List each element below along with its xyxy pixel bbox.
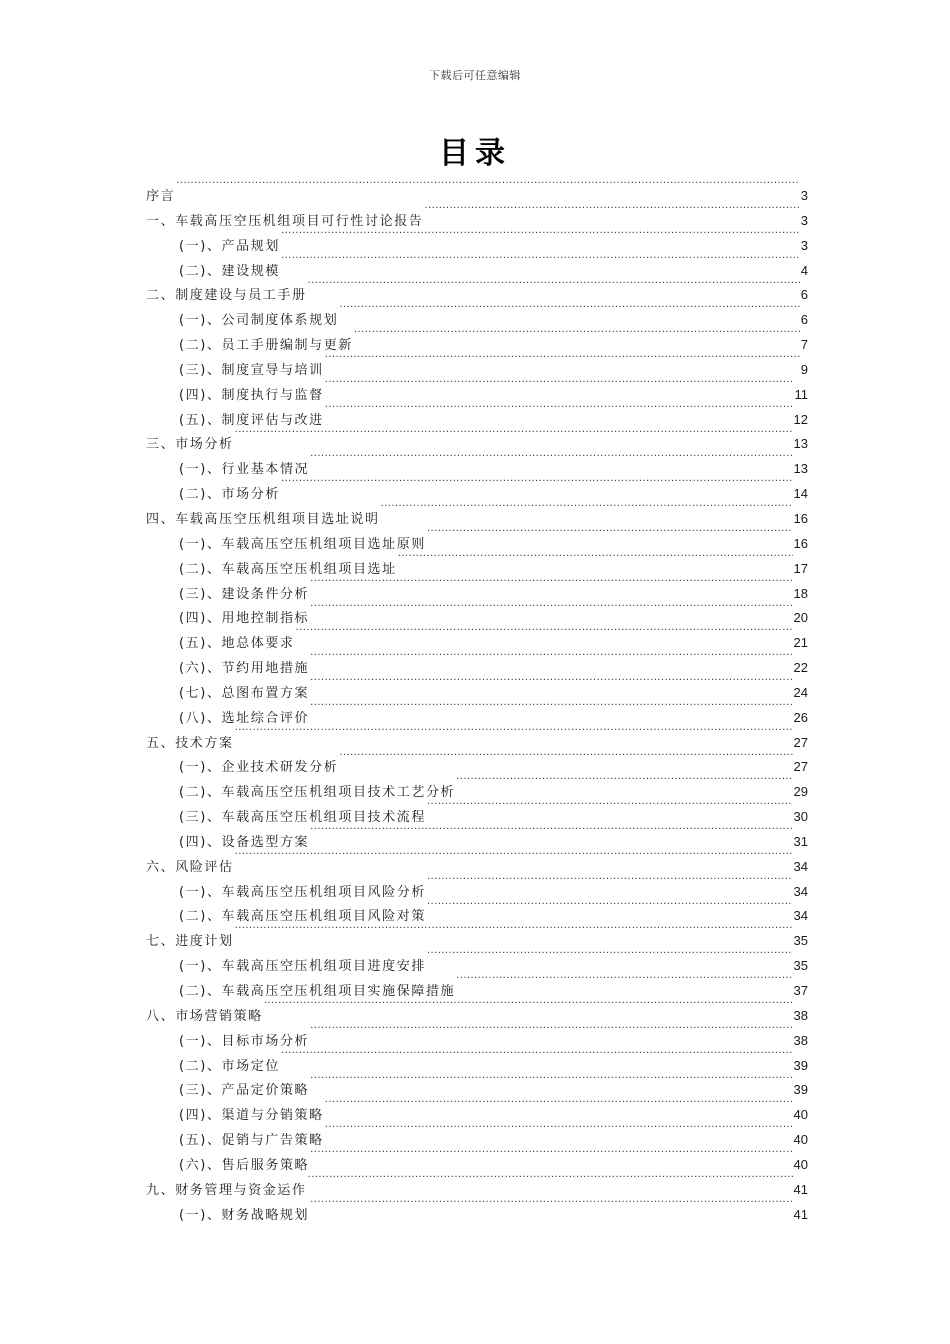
toc-entry[interactable] <box>146 201 808 229</box>
toc-entry-page-number: 38 <box>793 1007 808 1023</box>
toc-entry-page-number: 16 <box>793 535 808 551</box>
toc-dot-leader <box>325 350 800 374</box>
toc-entry-page-number: 3 <box>800 212 808 228</box>
header-note: 下载后可任意编辑 <box>429 69 521 82</box>
toc-entry[interactable] <box>146 449 808 478</box>
toc-entry-page-number: 6 <box>800 287 808 303</box>
toc-entry-label: 七、进度计划 <box>146 934 234 950</box>
toc-entry-label: 序言 <box>146 189 176 204</box>
toc-entry-label: (四)、渠道与分销策略 <box>179 1108 324 1124</box>
toc-entry-page-number: 13 <box>793 461 808 477</box>
toc-entry-label: 三、市场分析 <box>146 437 234 453</box>
toc-entry-label: (七)、总图布置方案 <box>179 685 310 701</box>
toc-entry-page-number: 16 <box>793 510 808 526</box>
toc-dot-leader <box>310 1145 792 1169</box>
toc-dot-leader <box>281 474 793 498</box>
toc-entry-label: (四)、设备选型方案 <box>179 834 310 850</box>
toc-dot-leader <box>381 499 793 523</box>
toc-dot-leader <box>427 946 793 970</box>
toc-dot-leader <box>176 176 800 200</box>
toc-entry-label: 九、财务管理与资金运作 <box>146 1182 307 1198</box>
toc-entry-label: (二)、车载高压空压机组项目技术工艺分析 <box>179 785 456 801</box>
toc-entry-label: (二)、车载高压空压机组项目选址 <box>179 561 397 577</box>
toc-entry-page-number: 3 <box>800 188 808 203</box>
toc-entry-label: (一)、车载高压空压机组项目风险分析 <box>179 884 426 900</box>
toc-entry-label: (五)、地总体要求 <box>179 636 295 652</box>
toc-entry-page-number: 40 <box>793 1107 808 1123</box>
toc-entry-page-number: 27 <box>793 759 808 775</box>
toc-dot-leader <box>325 400 793 424</box>
toc-entry-label: (三)、建设条件分析 <box>179 586 310 602</box>
toc-dot-leader <box>296 623 793 647</box>
toc-dot-leader <box>308 275 800 299</box>
toc-entry-page-number: 18 <box>793 585 808 601</box>
toc-entry-page-number: 39 <box>793 1082 808 1098</box>
toc-entry-label: (三)、车载高压空压机组项目技术流程 <box>179 810 426 826</box>
toc-entry-label: (二)、车载高压空压机组项目实施保障措施 <box>179 984 456 999</box>
toc-dot-leader <box>235 847 793 871</box>
toc-entry[interactable] <box>146 424 808 453</box>
toc-entry-page-number: 30 <box>793 809 808 825</box>
toc-dot-leader <box>339 300 799 324</box>
toc-dot-leader <box>310 698 792 722</box>
toc-entry[interactable] <box>146 946 808 975</box>
toc-entry[interactable] <box>146 847 808 875</box>
toc-entry-label: (六)、售后服务策略 <box>179 1157 310 1173</box>
toc-entry-page-number: 34 <box>793 883 808 899</box>
toc-dot-leader <box>424 201 799 225</box>
toc-entry-page-number: 13 <box>793 436 808 452</box>
toc-entry-page-number: 4 <box>800 262 808 278</box>
toc-entry-label: (八)、选址综合评价 <box>179 710 310 726</box>
toc-dot-leader <box>310 648 792 672</box>
toc-entry-label: (四)、用地控制指标 <box>179 611 310 627</box>
toc-entry-page-number: 40 <box>793 1156 808 1172</box>
toc-dot-leader <box>310 673 792 697</box>
toc-dot-leader <box>281 226 800 250</box>
toc-entry-page-number: 41 <box>793 1206 808 1222</box>
toc-entry-label: 八、市场营销策略 <box>146 1008 263 1024</box>
toc-entry-label: (一)、产品规划 <box>179 238 280 254</box>
toc-entry-page-number: 31 <box>793 833 808 849</box>
toc-dot-leader <box>310 1070 792 1094</box>
toc-entry-page-number: 37 <box>793 983 808 998</box>
toc-entry-label: (四)、制度执行与监督 <box>179 387 324 403</box>
toc-entry-page-number: 29 <box>793 784 808 800</box>
toc-entry-page-number: 41 <box>793 1181 808 1197</box>
toc-entry-label: (一)、企业技术研发分析 <box>179 760 339 776</box>
page-title: 目录 <box>439 136 511 171</box>
toc-entry-page-number: 20 <box>793 610 808 626</box>
toc-dot-leader <box>325 375 794 399</box>
toc-dot-leader <box>427 524 793 548</box>
toc-dot-leader <box>235 424 793 448</box>
toc-entry-label: (二)、建设规模 <box>179 263 280 279</box>
toc-entry-page-number: 39 <box>793 1057 808 1073</box>
toc-dot-leader <box>310 574 792 598</box>
toc-entry-label: (五)、促销与广告策略 <box>179 1133 324 1149</box>
toc-dot-leader <box>325 1120 793 1144</box>
toc-dot-leader <box>264 996 793 1020</box>
toc-entry-label: 一、车载高压空压机组项目可行性讨论报告 <box>146 213 424 229</box>
toc-entry-page-number: 7 <box>800 337 808 353</box>
toc-dot-leader <box>310 598 792 622</box>
toc-entry-page-number: 27 <box>793 734 808 750</box>
toc-entry-label: 二、制度建设与员工手册 <box>146 288 307 304</box>
toc-entry-page-number: 21 <box>793 635 808 651</box>
toc-entry-label: (一)、车载高压空压机组项目进度安排 <box>179 959 426 975</box>
toc-entry-label: (二)、员工手册编制与更新 <box>179 338 353 354</box>
toc-entry-label: (一)、目标市场分析 <box>179 1033 310 1049</box>
toc-dot-leader <box>339 747 792 771</box>
toc-entry[interactable] <box>146 176 808 204</box>
toc-entry-label: (五)、制度评估与改进 <box>179 412 324 428</box>
toc-entry-label: (六)、节约用地措施 <box>179 661 310 677</box>
toc-dot-leader <box>456 971 792 995</box>
toc-dot-leader <box>427 896 793 920</box>
toc-entry[interactable] <box>146 747 808 776</box>
toc-entry-label: (一)、财务战略规划 <box>179 1207 310 1223</box>
toc-dot-leader <box>325 1095 793 1119</box>
toc-entry-page-number: 34 <box>793 908 808 924</box>
toc-entry-page-number: 26 <box>793 709 808 725</box>
toc-entry-label: 四、车载高压空压机组项目选址说明 <box>146 511 380 527</box>
toc-dot-leader <box>310 822 792 846</box>
toc-entry-label: 五、技术方案 <box>146 735 234 751</box>
toc-dot-leader <box>427 872 793 896</box>
toc-entry-label: (一)、公司制度体系规划 <box>179 313 339 329</box>
toc-entry[interactable] <box>146 872 808 900</box>
toc-entry-label: (三)、产品定价策略 <box>179 1083 310 1099</box>
toc-entry-label: 六、风险评估 <box>146 859 234 875</box>
toc-entry-label: (二)、市场定位 <box>179 1058 280 1074</box>
toc-entry-label: (三)、制度宣导与培训 <box>179 362 324 378</box>
toc-entry[interactable] <box>146 723 808 751</box>
toc-dot-leader <box>398 549 793 573</box>
toc-entry[interactable] <box>146 921 808 950</box>
toc-entry-page-number: 17 <box>793 560 808 576</box>
toc-dot-leader <box>354 325 800 349</box>
toc-entry-page-number: 11 <box>794 386 808 402</box>
toc-entry-label: (一)、车载高压空压机组项目选址原则 <box>179 536 426 552</box>
toc-dot-leader <box>310 1195 792 1219</box>
toc-dot-leader <box>310 449 792 473</box>
table-of-contents <box>146 176 808 1223</box>
toc-entry-label: (一)、行业基本情况 <box>179 462 310 478</box>
toc-dot-leader <box>281 251 800 275</box>
toc-entry-page-number: 38 <box>793 1032 808 1048</box>
toc-dot-leader <box>235 723 793 747</box>
toc-entry-page-number: 40 <box>793 1132 808 1148</box>
toc-dot-leader <box>235 921 793 945</box>
toc-dot-leader <box>281 1046 793 1070</box>
toc-entry-page-number: 9 <box>800 361 808 377</box>
toc-entry-page-number: 6 <box>800 312 808 328</box>
toc-entry-page-number: 12 <box>793 411 808 427</box>
toc-entry-page-number: 35 <box>793 958 808 974</box>
toc-dot-leader <box>427 797 793 821</box>
toc-entry-page-number: 3 <box>800 237 808 253</box>
toc-dot-leader <box>308 1170 793 1194</box>
toc-dot-leader <box>456 772 792 796</box>
toc-entry-page-number: 24 <box>793 684 808 700</box>
toc-entry-page-number: 35 <box>793 933 808 949</box>
toc-entry-label: (二)、市场分析 <box>179 487 280 503</box>
toc-entry-page-number: 34 <box>793 858 808 874</box>
toc-entry-page-number: 22 <box>793 660 808 676</box>
toc-dot-leader <box>310 1021 792 1045</box>
toc-entry-label: (二)、车载高压空压机组项目风险对策 <box>179 909 426 925</box>
toc-entry-page-number: 14 <box>793 486 808 502</box>
